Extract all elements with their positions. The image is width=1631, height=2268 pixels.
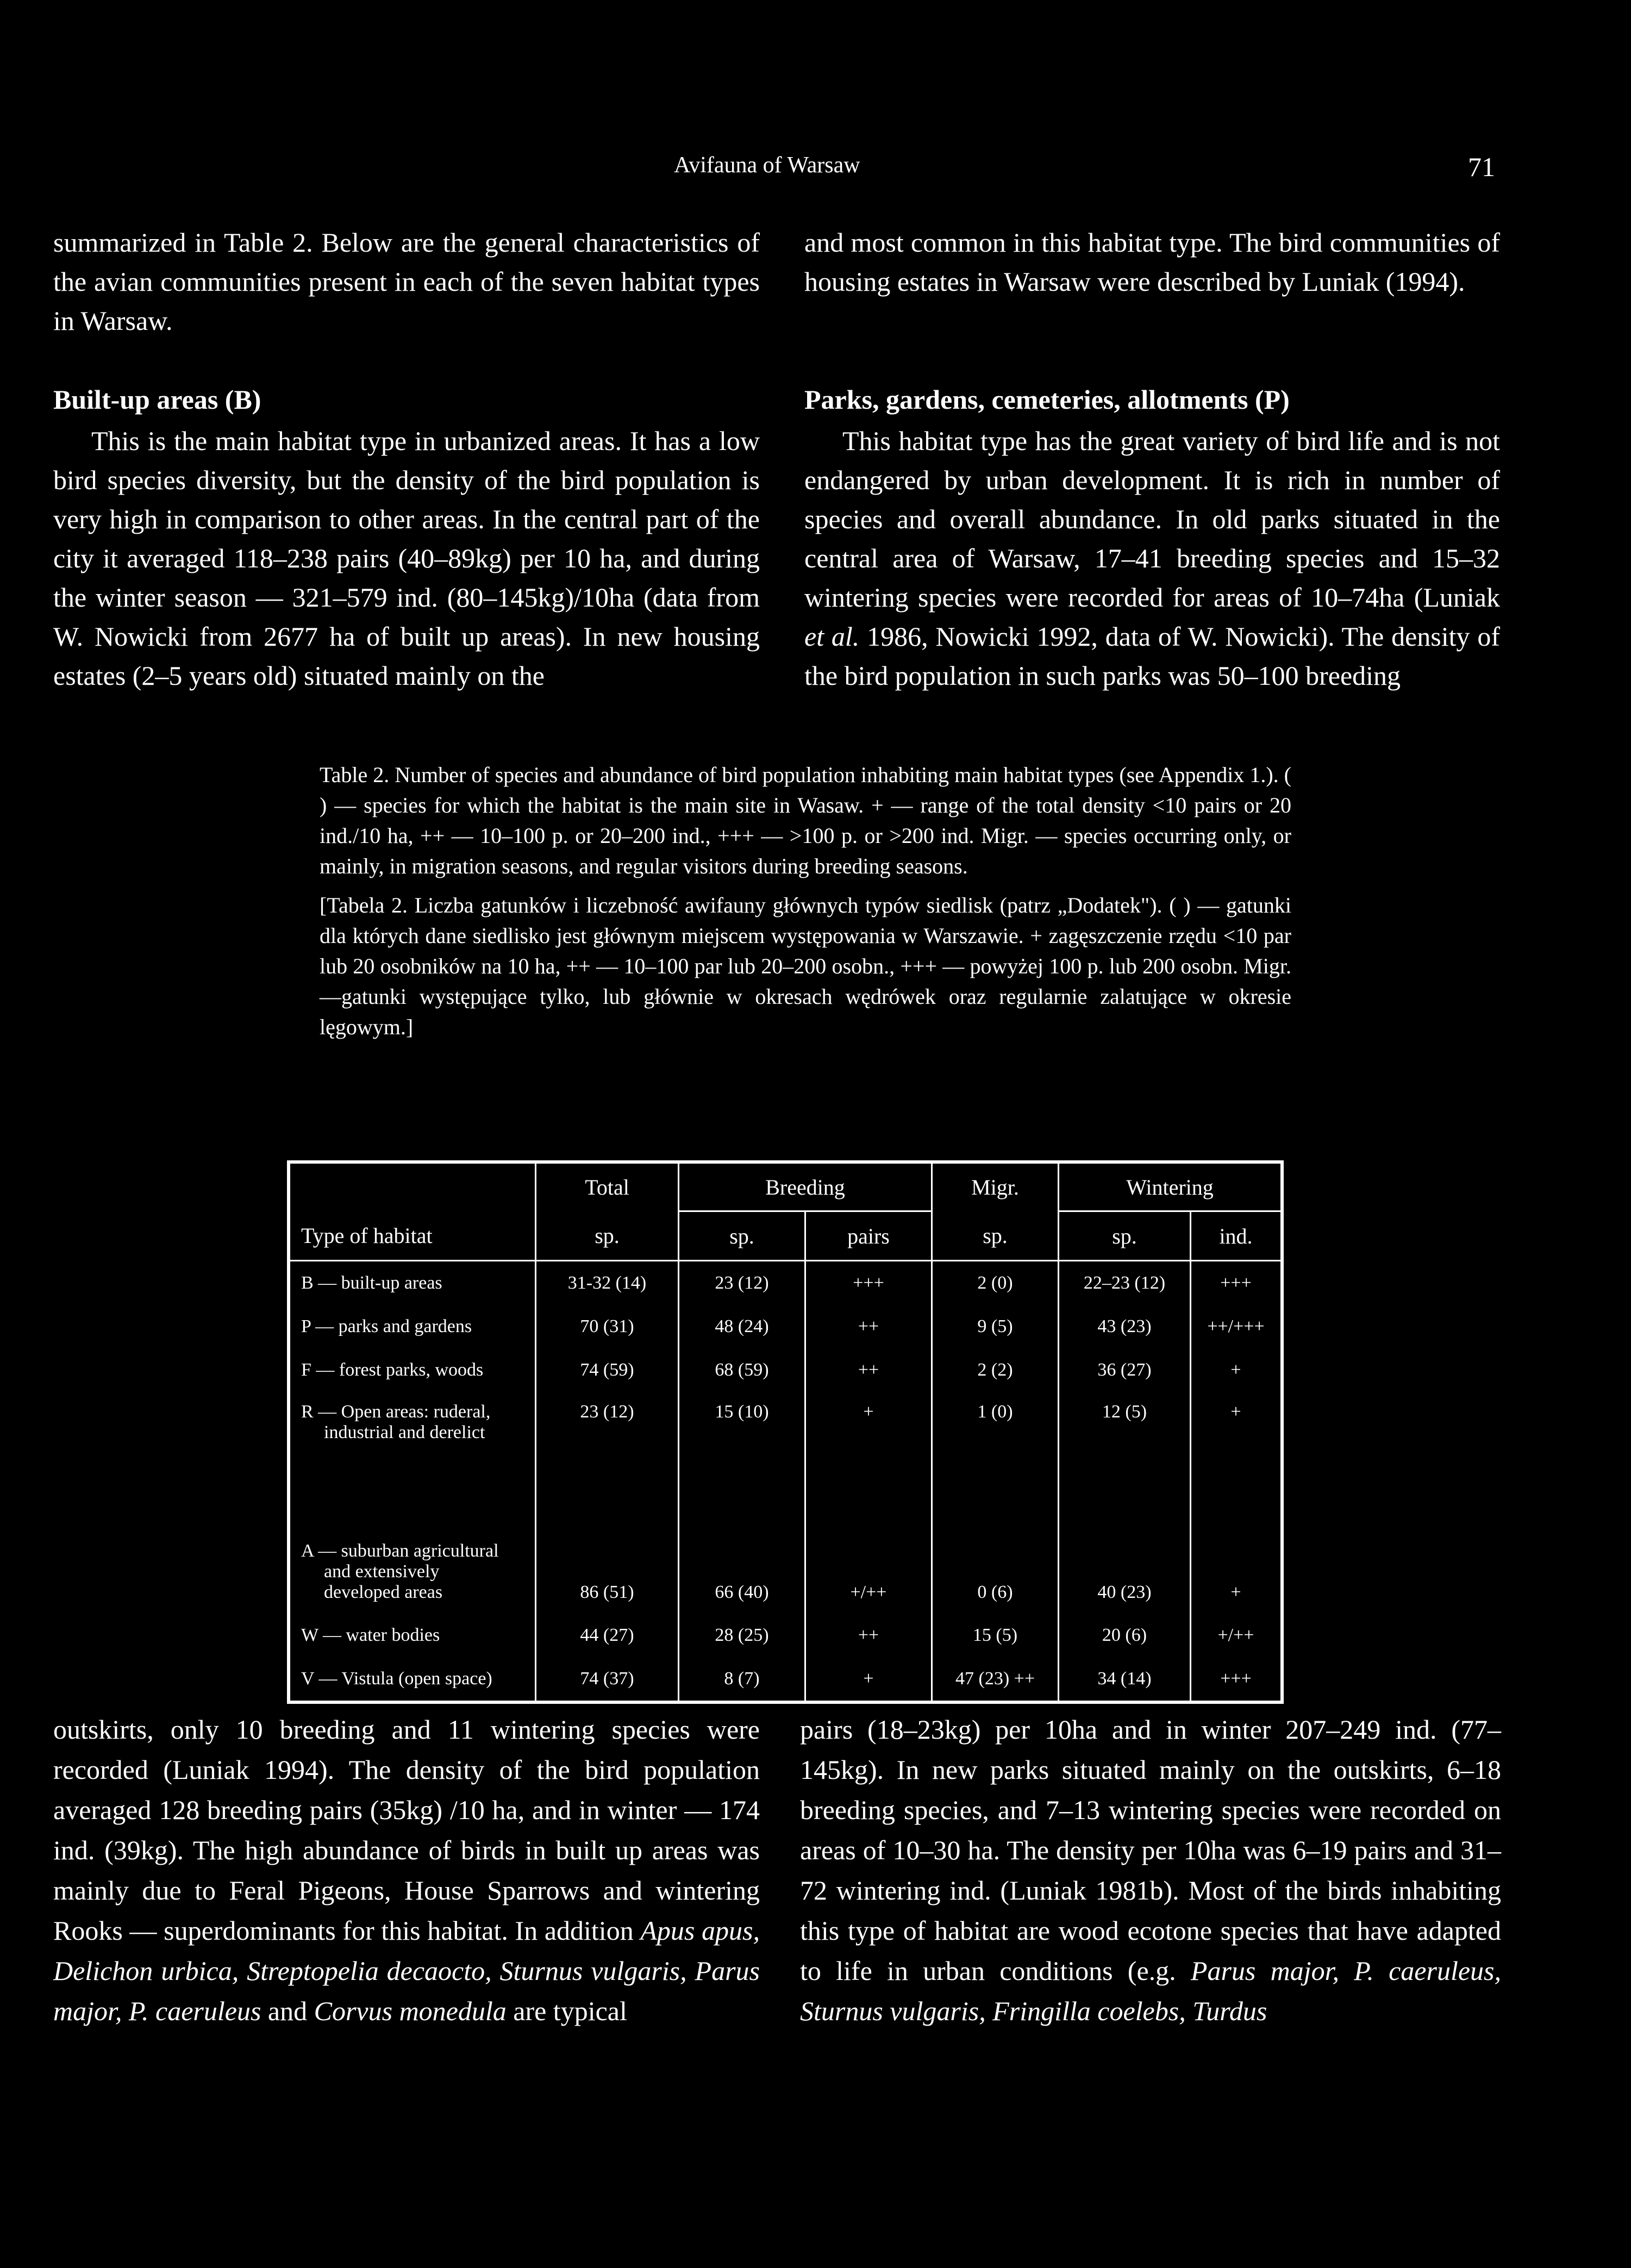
wintering-sp-cell: 34 (14): [1059, 1657, 1191, 1702]
table-caption: [320, 760, 1291, 1042]
table-row: [289, 1348, 1282, 1392]
caption-polish: [Tabela 2. Liczba gatunków i liczebność awifauny głównych typów siedlisk (patrz „Dodatek"). ( ) — gatunki dla których dane siedlisko jest głównym miejscem występowania w Warszawie. + zagęszczenie rzędu <10 par lub 20 osobników na 10 ha, ++ — 10–100 par lub 20–200 osobn., +++ — powyżej 100 p. lub 200 osobn. Migr. —gatunki występujące tylko, lub głównie w okresach wędrówek oraz regularnie zalatujące w okresie lęgowym.]: [320, 893, 1291, 1039]
habitat-table: [287, 1160, 1284, 1704]
header-breeding: Breeding: [679, 1162, 932, 1211]
breeding-pairs-cell: +/++: [805, 1489, 932, 1614]
running-head: Avifauna of Warsaw: [674, 153, 860, 178]
parks-section: [804, 378, 1500, 695]
wintering-sp-cell: 43 (23): [1059, 1305, 1191, 1348]
migr-sp-cell: 47 (23) ++: [932, 1657, 1059, 1702]
total-sp-cell: 31-32 (14): [536, 1261, 679, 1305]
table-row: [289, 1261, 1282, 1305]
habitat-name: B — built-up areas: [301, 1273, 442, 1293]
habitat-name: F — forest parks, woods: [301, 1360, 484, 1380]
breeding-pairs-cell: ++: [805, 1305, 932, 1348]
habitat-name: V — Vistula (open space): [301, 1669, 492, 1689]
habitat-name-line-1: R — Open areas: ruderal,: [301, 1402, 491, 1422]
bottom-left-text: [53, 1709, 760, 2031]
parks-text-b: 1986, Nowicki 1992, data of W. Nowicki). The density of the bird population in such parks was 50–100 breeding: [804, 621, 1500, 691]
breeding-pairs-cell: +: [805, 1657, 932, 1702]
wintering-ind-cell: +++: [1191, 1657, 1283, 1702]
intro-right-column: [804, 223, 1500, 301]
bottom-left-text-b: are typical: [513, 1996, 627, 2026]
header-migr: Migr.: [932, 1162, 1059, 1211]
table-row: [289, 1657, 1282, 1702]
habitat-name-line-2: industrial and derelict: [324, 1422, 485, 1442]
total-sp-cell: 23 (12): [536, 1392, 679, 1489]
wintering-ind-cell: +: [1191, 1489, 1283, 1614]
total-sp-cell: 86 (51): [536, 1489, 679, 1614]
breeding-sp-cell: 23 (12): [679, 1261, 805, 1305]
parks-text: [804, 421, 1500, 695]
migr-sp-cell: 1 (0): [932, 1392, 1059, 1489]
breeding-sp-cell: 15 (10): [679, 1392, 805, 1489]
table-row: [289, 1614, 1282, 1657]
breeding-sp-cell: 66 (40): [679, 1489, 805, 1614]
breeding-sp-cell: 8 (7): [679, 1657, 805, 1702]
wintering-ind-cell: +: [1191, 1348, 1283, 1392]
header-total: Total: [536, 1162, 679, 1211]
page-number: 71: [1468, 152, 1495, 182]
wintering-sp-cell: 22–23 (12): [1059, 1261, 1191, 1305]
habitat-name: [289, 1392, 536, 1489]
intro-left-column: [53, 223, 760, 340]
total-sp-cell: 74 (59): [536, 1348, 679, 1392]
habitat-name: P — parks and gardens: [301, 1316, 472, 1336]
builtup-section: [53, 378, 760, 695]
migr-sp-cell: 0 (6): [932, 1489, 1059, 1614]
total-sp-cell: 70 (31): [536, 1305, 679, 1348]
bottom-right-text: [800, 1709, 1501, 2031]
wintering-sp-cell: 12 (5): [1059, 1392, 1191, 1489]
wintering-sp-cell: 36 (27): [1059, 1348, 1191, 1392]
header-type-of-habitat: Type of habitat: [289, 1211, 536, 1261]
header-total-sp: sp.: [536, 1211, 679, 1261]
species-list-3: Parus major, P. caeruleus, Sturnus vulgaris, Fringilla coelebs, Turdus: [800, 1955, 1502, 2026]
header-breeding-pairs: pairs: [805, 1211, 932, 1261]
breeding-pairs-cell: +++: [805, 1261, 932, 1305]
table-row: [289, 1489, 1282, 1614]
wintering-ind-cell: +++: [1191, 1261, 1283, 1305]
wintering-ind-cell: +/++: [1191, 1614, 1283, 1657]
species-list-2: Corvus monedula: [314, 1996, 507, 2026]
wintering-sp-cell: 40 (23): [1059, 1489, 1191, 1614]
parks-et-al: et al.: [804, 621, 860, 652]
breeding-pairs-cell: +: [805, 1392, 932, 1489]
builtup-text: This is the main habitat type in urbanized areas. It has a low bird species diversity, but the density of the bird population is very high in comparison to other areas. In the central part of the city it averaged 118–238 pairs (40–89kg) per 10 ha, and during the winter season — 321–579 ind. (80–145kg)/10ha (data from W. Nowicki from 2677 ha of built up areas). In new housing estates (2–5 years old) situated mainly on the: [53, 426, 760, 691]
wintering-ind-cell: +: [1191, 1392, 1283, 1489]
parks-text-a: This habitat type has the great variety of bird life and is not endangered by urban development. It is rich in number of species and overall abundance. In old parks situated in the central area of Warsaw, 17–41 breeding species and 15–32 wintering species were recorded for areas of 10–74ha (Luniak: [804, 426, 1500, 613]
header-wintering: Wintering: [1059, 1162, 1283, 1211]
caption-english: Table 2. Number of species and abundance of bird population inhabiting main habitat types (see Appendix 1.). ( ) — species for which the habitat is the main site in Wasaw. + — range of the total density <10 pairs or 20 ind./10 ha, ++ — 10–100 p. or 20–200 ind., +++ — >100 p. or >200 ind. Migr. — species occurring only, or mainly, in migration seasons, and regular visitors during breeding seasons.: [320, 763, 1291, 878]
intro-left-text: summarized in Table 2. Below are the general characteristics of the avian communities present in each of the seven habitat types in Warsaw.: [53, 227, 760, 336]
habitat-name-line-3: developed areas: [324, 1582, 443, 1602]
table-row: [289, 1305, 1282, 1348]
intro-right-text: and most common in this habitat type. The bird communities of housing estates in Warsaw were described by Luniak (1994).: [804, 227, 1500, 297]
header-wintering-sp: sp.: [1059, 1211, 1191, 1261]
total-sp-cell: 74 (37): [536, 1657, 679, 1702]
breeding-sp-cell: 48 (24): [679, 1305, 805, 1348]
header-wintering-ind: ind.: [1191, 1211, 1283, 1261]
wintering-sp-cell: 20 (6): [1059, 1614, 1191, 1657]
habitat-name: [289, 1489, 536, 1614]
table-row: [289, 1392, 1282, 1489]
habitat-name-line-2: and extensively: [324, 1561, 440, 1582]
migr-sp-cell: 15 (5): [932, 1614, 1059, 1657]
breeding-pairs-cell: ++: [805, 1614, 932, 1657]
habitat-name-line-1: A — suburban agricultural: [301, 1541, 499, 1561]
header-migr-sp: sp.: [932, 1211, 1059, 1261]
bottom-right-column: [800, 1709, 1501, 2031]
breeding-sp-cell: 68 (59): [679, 1348, 805, 1392]
bottom-left-text-a: outskirts, only 10 breeding and 11 wintering species were recorded (Luniak 1994). The density of the bird population averaged 128 breeding pairs (35kg) /10 ha, and in winter — 174 ind. (39kg). The high abundance of birds in built up areas was mainly due to Feral Pigeons, House Sparrows and wintering Rooks — superdominants for this habitat. In addition: [53, 1714, 760, 1946]
total-sp-cell: 44 (27): [536, 1614, 679, 1657]
species-list-1: Apus apus, Delichon urbica, Streptopelia decaocto, Sturnus vulgaris, Parus major, P. caeruleus: [53, 1915, 760, 2026]
migr-sp-cell: 2 (0): [932, 1261, 1059, 1305]
breeding-pairs-cell: ++: [805, 1348, 932, 1392]
breeding-sp-cell: 28 (25): [679, 1614, 805, 1657]
bottom-right-text-a: pairs (18–23kg) per 10ha and in winter 207–249 ind. (77–145kg). In new parks situated mainly on the outskirts, 6–18 breeding species, and 7–13 wintering species were recorded on areas of 10–30 ha. The density per 10ha was 6–19 pairs and 31–72 wintering ind. (Luniak 1981b). Most of the birds inhabiting this type of habitat are wood ecotone species that have adapted to life in urban conditions (e.g.: [800, 1714, 1501, 1986]
migr-sp-cell: 2 (2): [932, 1348, 1059, 1392]
builtup-heading: Built-up areas (B): [53, 384, 261, 415]
migr-sp-cell: 9 (5): [932, 1305, 1059, 1348]
bottom-left-and: and: [267, 1996, 308, 2026]
wintering-ind-cell: ++/+++: [1191, 1305, 1283, 1348]
bottom-left-column: [53, 1709, 760, 2031]
habitat-name: W — water bodies: [301, 1625, 440, 1645]
header-breeding-sp: sp.: [679, 1211, 805, 1261]
parks-heading: Parks, gardens, cemeteries, allotments (P): [804, 384, 1290, 415]
